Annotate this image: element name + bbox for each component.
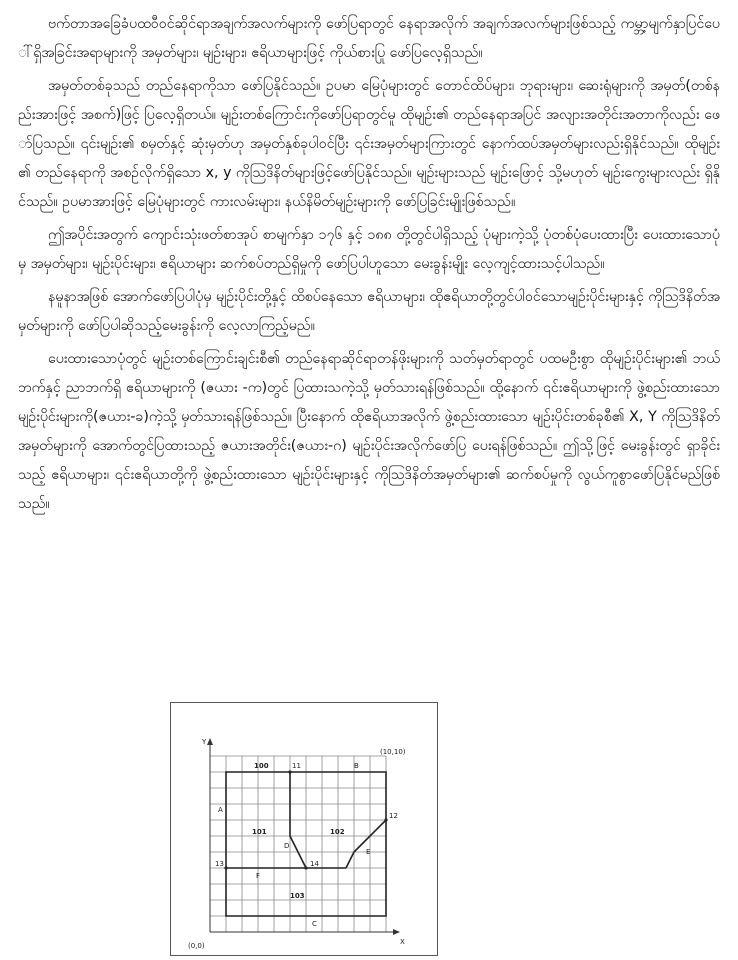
node-label-12: 12 [389,812,398,820]
area-label-101: 101 [252,828,267,836]
segment-label-c: C [312,920,317,928]
area-label-103: 103 [290,892,305,900]
paragraph-4: နမူနာအဖြစ် အောက်ဖော်ပြပါပုံမှ မျဉ်းပိုင်းတို့နှင့် ထိစပ်နေသော ဧရိယာများ၊ ထိုဧရိယာတို့တွင်ပါဝင်သောမျဉ်းပိုင်းများနှင့် ကိုဩဒိနိတ်အမှတ်များကို ဖော်ပြပါဆိုသည့်မေးခွန်းကို လေ့လာကြည့်မည်။ [18,289,720,334]
segment-label-e: E [366,848,371,856]
node-label-13: 13 [215,860,224,868]
node-12 [384,818,387,821]
corner-label: (10,10) [380,748,406,756]
node-label-14: 14 [310,860,319,868]
y-axis-label: Y [202,738,207,746]
segment-label-b: B [354,762,359,770]
segment-label-d: D [284,842,290,850]
segment-label-a: A [218,806,223,814]
paragraph-5: ပေးထားသောပုံတွင် မျဉ်းတစ်ကြောင်းချင်းစီ၏ တည်နေရာဆိုင်ရာတန်ဖိုးများကို သတ်မှတ်ရာတွင် ပထမဦးစွာ ထိုမျဉ်းပိုင်းများ၏ ဘယ်ဘက်နှင့် ညာဘက်ရှိ ဧရိယာများကို (ဇယား -က)တွင် ပြထားသကဲ့သို့ မှတ်သားရန်ဖြစ်သည်။ ထို့နောက် ၎င်းဧရိယာများကို ဖွဲ့စည်းထားသော မျဉ်းပိုင်းများကို(ဇယား-ခ)ကဲ့သို့ မှတ်သားရန်ဖြစ်သည်။ ပြီးနောက် ထိုဧရိယာအလိုက် ဖွဲ့စည်းထားသော မျဉ်းပိုင်းတစ်ခုစီ၏ X, Y ကိုဩဒိနိတ်အမှတ်များကို အောက်တွင်ပြထားသည့် ဇယားအတိုင်း(ဇယား-ဂ) မျဉ်းပိုင်းအလိုက်ဖော်ပြ ပေးရန်ဖြစ်သည်။ ဤသို့ဖြင့် မေးခွန်းတွင် ရှာခိုင်းသည့် ဧရိယာများ၊ ၎င်းဧရိယာတို့ကို ဖွဲ့စည်းထားသော မျဉ်းပိုင်းများနှင့် ကိုဩဒိနိတ်အမှတ်များ၏ ဆက်စပ်မှုကို လွယ်ကူစွာဖော်ပြနိုင်မည်ဖြစ်သည်။ [18,351,720,512]
paragraph-3: ဤအပိုင်းအတွက် ကျောင်းသုံးဖတ်စာအုပ် စာမျက်နှာ ၁၇၆ နှင့် ၁၈၈ တို့တွင်ပါရှိသည့် ပုံများကဲ့သို့ ပုံတစ်ပုံပေးထားပြီး ပေးထားသောပုံမှ အမှတ်များ၊ မျဉ်းပိုင်းများ၊ ဧရိယာများ ဆက်စပ်တည်ရှိမှုကို ဖော်ပြပါဟူသော မေးခွန်းမျိုး လေ့ကျင့်ထားသင့်ပါသည်။ [18,227,720,272]
node-13 [224,866,227,869]
x-axis-label: X [400,938,405,946]
paragraph-1: ဗက်တာအခြေခံပထဝီဝင်ဆိုင်ရာအချက်အလက်များကို ဖော်ပြရာတွင် နေရာအလိုက် အချက်အလက်များဖြစ်သည့် ကမ္ဘာ့မျက်နှာပြင်ပေါ်ရှိအခြင်းအရာများကို အမှတ်များ၊ မျဉ်းများ၊ ဧရိယာများဖြင့် ကိုယ်စားပြု ဖော်ပြလေ့ရှိသည်။ [18,16,720,61]
area-label-100: 100 [254,762,269,770]
vector-map-diagram [170,702,438,956]
area-label-102: 102 [330,828,345,836]
node-14 [304,866,307,869]
paragraph-2: အမှတ်တစ်ခုသည် တည်နေရာကိုသာ ဖော်ပြနိုင်သည်။ ဥပမာ မြေပုံများတွင် တောင်ထိပ်များ၊ ဘုရားများ၊ ဆေးရုံများကို အမှတ်(တစ်နည်းအားဖြင့် အစက်)ဖြင့် ပြလေ့ရှိတယ်။ မျဉ်းတစ်ကြောင်းကိုဖော်ပြရာတွင်မူ ထိုမျဉ်း၏ တည်နေရာအပြင် အလျားအတိုင်းအတာကိုလည်း ဖော်ပြသည်။ ၎င်းမျဉ်း၏ စမှတ်နှင့် ဆုံးမှတ်ဟု အမှတ်နှစ်ခုပါဝင်ပြီး ၎င်းအမှတ်များကြားတွင် နောက်ထပ်အမှတ်များလည်းရှိနိုင်သည်။ ထိုမျဉ်း၏ တည်နေရာကို အစဉ်လိုက်ရှိသော x, y ကိုဩဒိနိတ်များဖြင့်ဖော်ပြနိုင်သည်။ မျဉ်းများသည် မျဉ်းဖြောင့် သို့မဟုတ် မျဉ်းကွေးများလည်း ရှိနိုင်သည်။ ဥပမာအားဖြင့် မြေပုံများတွင် ကားလမ်းများ၊ နယ်နိမိတ်မျဉ်းများကို ဖော်ပြခြင်းမျိုးဖြစ်သည်။ [18,78,720,210]
vector-map-figure [170,702,438,956]
origin-label: (0,0) [188,942,205,950]
segment-label-f: F [256,872,261,880]
node-11 [288,770,291,773]
node-label-11: 11 [292,762,301,770]
